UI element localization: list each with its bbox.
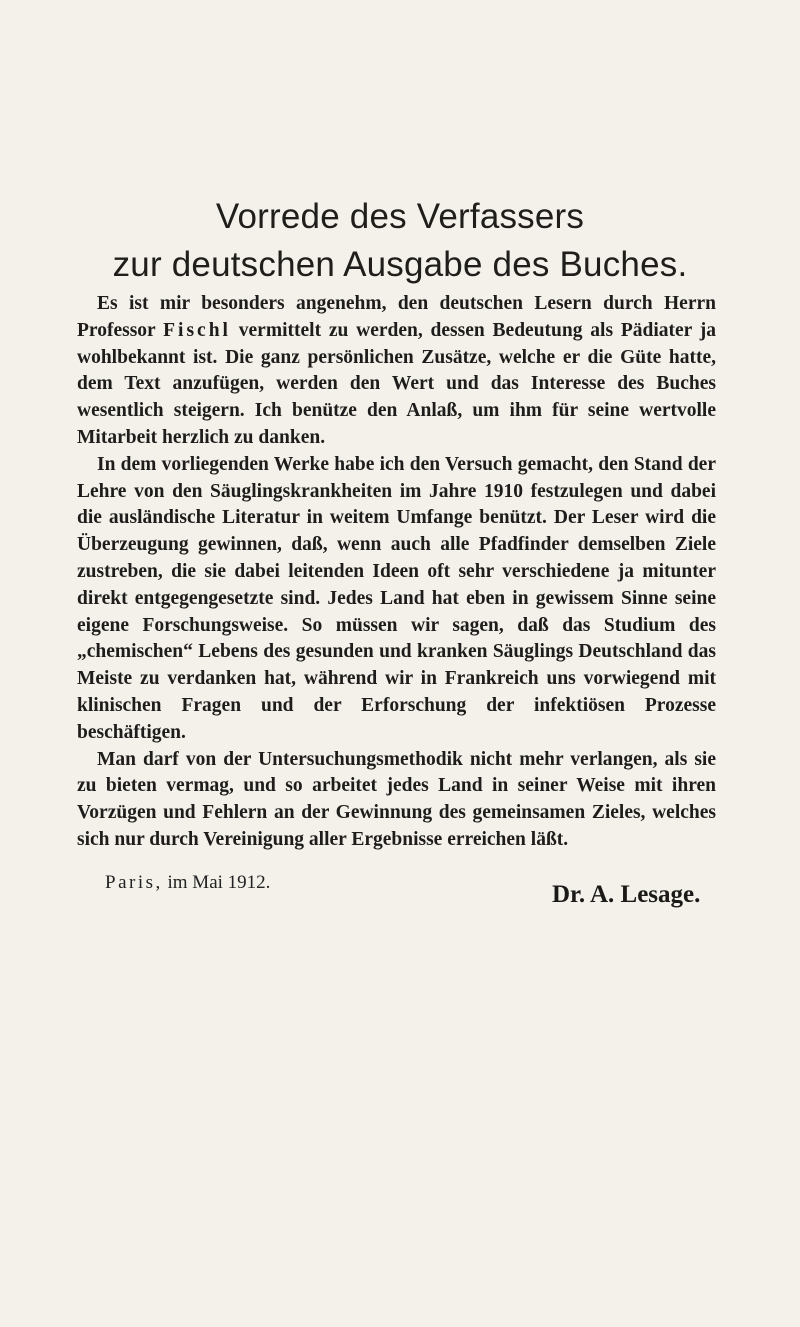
place: Paris, [105,872,163,893]
paragraph-1-part-1: Es ist mir besonders angenehm, den deutschen Lesern durch Herrn Professor [77,293,716,341]
author-name-fischl: Fischl [163,319,231,341]
preface-body [77,291,716,854]
author-signature: Dr. A. Lesage. [552,881,701,908]
place-and-date [105,871,270,895]
date: im Mai 1912. [162,872,271,893]
paragraph-1 [77,291,716,452]
page-title-line-2: zur deutschen Ausgabe des Buches. [112,245,688,284]
page-title-line-1: Vorrede des Verfassers [215,197,585,236]
paragraph-3: Man darf von der Untersuchungsmethodik nicht mehr verlangen, als sie zu bieten vermag, und so arbeitet jedes Land in seiner Weise mit ihren Vorzügen und Fehlern an der Gewinnung des gemeinsamen Zieles, welches sich nur durch Vereinigung aller Ergebnisse erreichen läßt. [77,748,716,850]
paragraph-1-part-2: vermittelt zu werden, dessen Bedeutung als Pädiater ja wohlbekannt ist. Die ganz persönlichen Zusätze, welche er die Güte hatte, dem Text anzufügen, werden den Wert und das Interesse des Buches wesentlich steigern. Ich benütze den Anlaß, um ihm für seine wertvolle Mitarbeit herzlich zu danken. [77,319,716,448]
paragraph-2: In dem vorliegenden Werke habe ich den Versuch gemacht, den Stand der Lehre von den Säuglingskrankheiten im Jahre 1910 festzulegen und dabei die ausländische Literatur in weitem Umfange benützt. Der Leser wird die Überzeugung gewinnen, daß, wenn auch alle Pfadfinder demselben Ziele zustreben, die sie dabei leitenden Ideen oft sehr verschiedene ja mitunter direkt entgegengesetzte sind. Jedes Land hat eben in gewissem Sinne seine eigene Forschungsweise. So müssen wir sagen, daß das Studium des „chemischen“ Lebens des gesunden und kranken Säuglings Deutschland das Meiste zu verdanken hat, während wir in Frankreich uns vorwiegend mit klinischen Fragen und der Erforschung der infektiösen Prozesse beschäftigen. [77,453,716,743]
